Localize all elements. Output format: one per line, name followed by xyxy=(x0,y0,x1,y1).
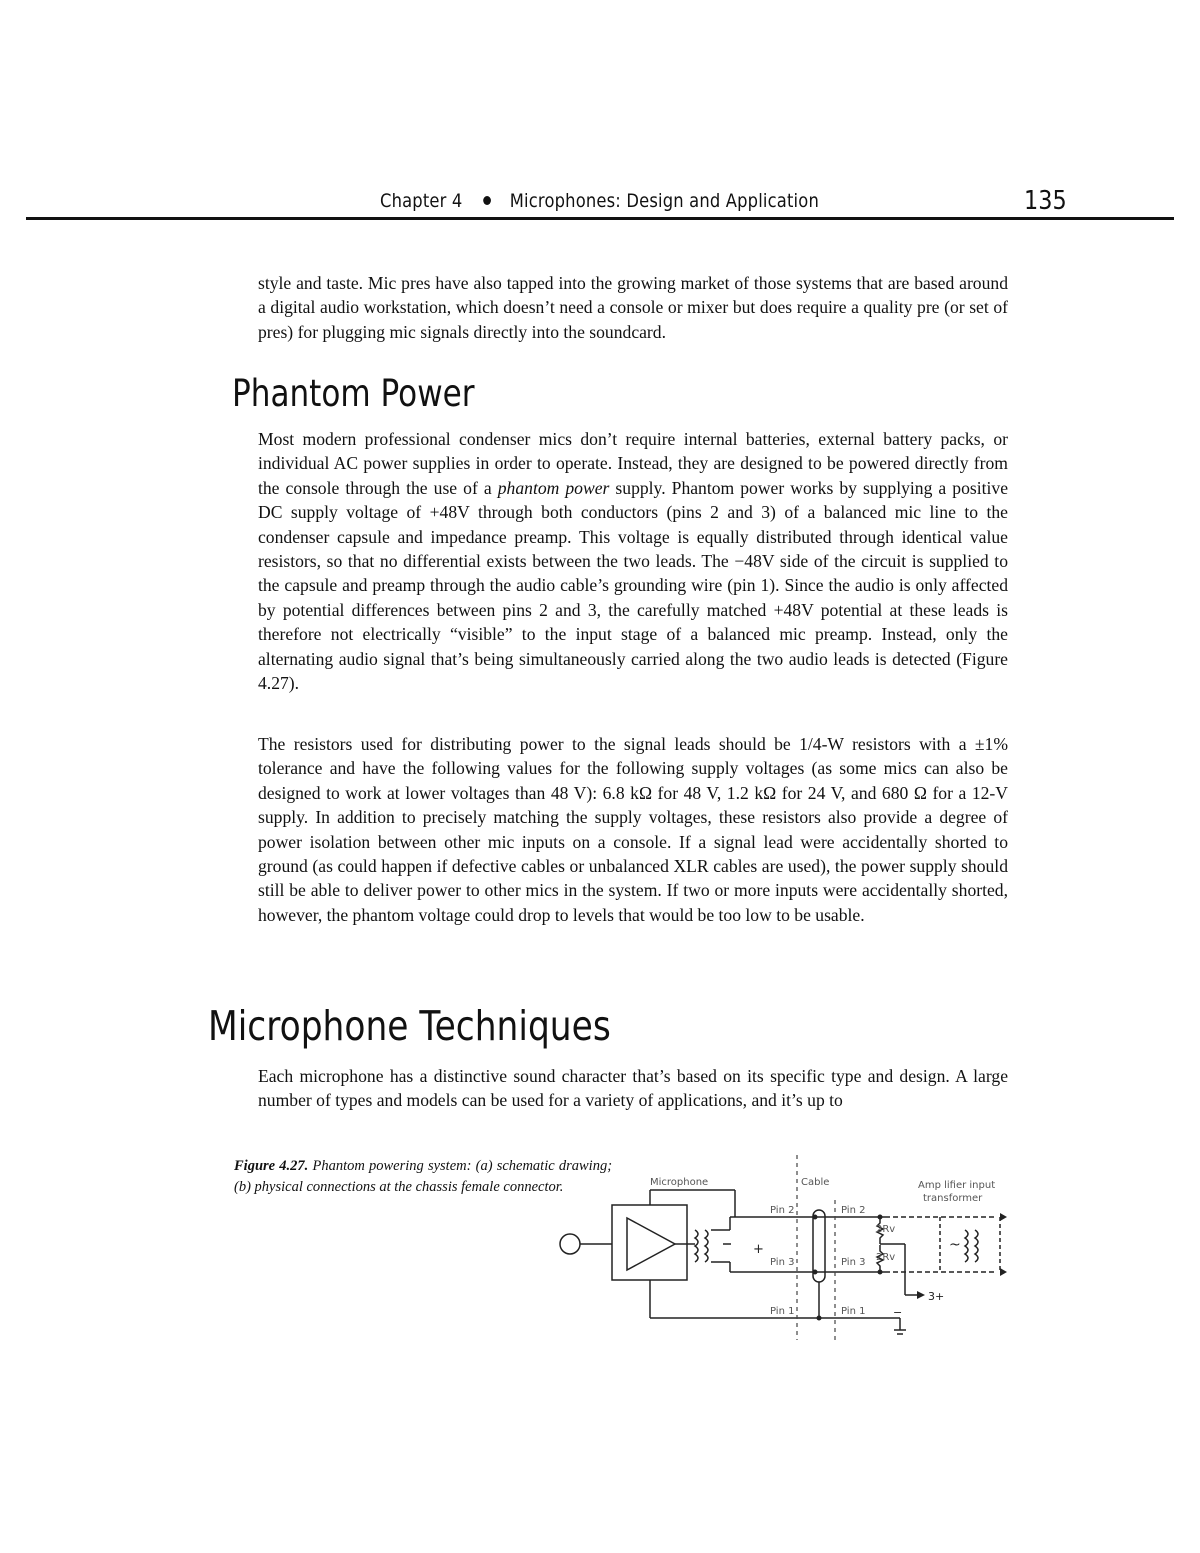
mic-transformer-icon xyxy=(695,1230,708,1262)
paragraph-phantom-power xyxy=(258,427,1008,695)
mic-preamp-box xyxy=(612,1205,687,1280)
chapter-label: Chapter 4 xyxy=(380,190,463,212)
figure-label: Figure 4.27. xyxy=(234,1158,309,1174)
header-rule xyxy=(26,217,1174,220)
label-minus-supply: − xyxy=(893,1306,903,1319)
label-resistor-bottom: 2Rv xyxy=(876,1252,896,1263)
paragraph-intro: style and taste. Mic pres have also tapped into the growing market of those systems that are based around a digital audio workstation, which doesn’t need a console or mixer but does require a quality pre (or set of pres) for plugging mic signals directly into the soundcard. xyxy=(258,273,1008,342)
ac-symbol-icon: ~ xyxy=(949,1237,961,1253)
paragraph-text: supply. Phantom power works by supplying a positive DC supply voltage of +48V through both conductors (pins 2 and 3) of a balanced mic line to the condenser capsule and impedance preamp. This voltage is equally distributed through identical value resistors, so that no differential exists between the two leads. The −48V side of the circuit is supplied to the capsule and preamp through the audio cable’s grounding wire (pin 1). Since the audio is only affected by potential differences between pins 2 and 3, the carefully matched +48V potential at these leads is therefore not electrically “visible” to the input stage of a balanced mic preamp. Instead, only the alternating audio signal that’s being simultaneously carried along the two audio leads is detected (Figure 4.27). xyxy=(258,477,1009,694)
label-supply: 3+ xyxy=(928,1290,945,1303)
label-pin1-right: Pin 1 xyxy=(841,1306,866,1317)
label-cable: Cable xyxy=(801,1177,830,1188)
figure-caption-text: Phantom powering system: (a) schematic drawing; (b) physical connections at the chassis female connector. xyxy=(234,1158,613,1195)
paragraph-techniques: Each microphone has a distinctive sound character that’s based on its specific type and design. A large number of types and models can be used for a variety of applications, and it’s up to xyxy=(258,1066,1008,1111)
running-header xyxy=(0,186,1200,220)
paragraph-text: Most modern professional condenser mics don’t require internal batteries, external battery packs, or individual AC power supplies in order to operate. Instead, they are designed to be powered directly from the console through the use of a xyxy=(258,429,1008,498)
label-pin2-left: Pin 2 xyxy=(770,1205,795,1216)
emphasis-term: phantom power xyxy=(497,477,610,498)
label-pin3-right: Pin 3 xyxy=(841,1257,866,1268)
chapter-title: Microphones: Design and Application xyxy=(509,190,819,212)
label-pin2-right: Pin 2 xyxy=(841,1205,866,1216)
running-head-text xyxy=(380,190,819,212)
bullet-icon xyxy=(483,196,491,205)
paragraph-resistors: The resistors used for distributing power to the signal leads should be 1/4-W resistors with a ±1% tolerance and have the following values for the following supply voltages (as some mics can also be designed to work at lower voltages than 48 V): 6.8 kΩ for 48 V, 1.2 kΩ for 24 V, and 680 Ω for a 12-V supply. In addition to precisely matching the supply voltages, these resistors also provide a degree of power isolation between other mic inputs on a console. If a signal lead were accidentally shorted to ground (as could happen if defective cables or unbalanced XLR cables are used), the power supply should still be able to deliver power to other mics in the system. If two or more inputs were accidentally shorted, however, the phantom voltage could drop to levels that would be too low to be usable. xyxy=(258,734,1008,925)
heading-microphone-techniques: Microphone Techniques xyxy=(208,1002,611,1050)
label-microphone: Microphone xyxy=(650,1177,709,1188)
label-pin1-left: Pin 1 xyxy=(770,1306,795,1317)
label-plus: + xyxy=(753,1242,764,1257)
amplifier-icon xyxy=(627,1218,675,1270)
mic-capsule-icon xyxy=(560,1234,580,1254)
input-transformer-icon xyxy=(965,1230,978,1262)
page-number: 135 xyxy=(1024,186,1067,216)
label-resistor-top: 2Rv xyxy=(876,1224,896,1235)
phantom-power-schematic xyxy=(545,1150,1015,1350)
label-pin3-left: Pin 3 xyxy=(770,1257,795,1268)
label-amp-transformer: transformer xyxy=(923,1193,983,1204)
label-amp-input: Amp lifier input xyxy=(918,1180,996,1191)
heading-phantom-power: Phantom Power xyxy=(232,372,475,415)
